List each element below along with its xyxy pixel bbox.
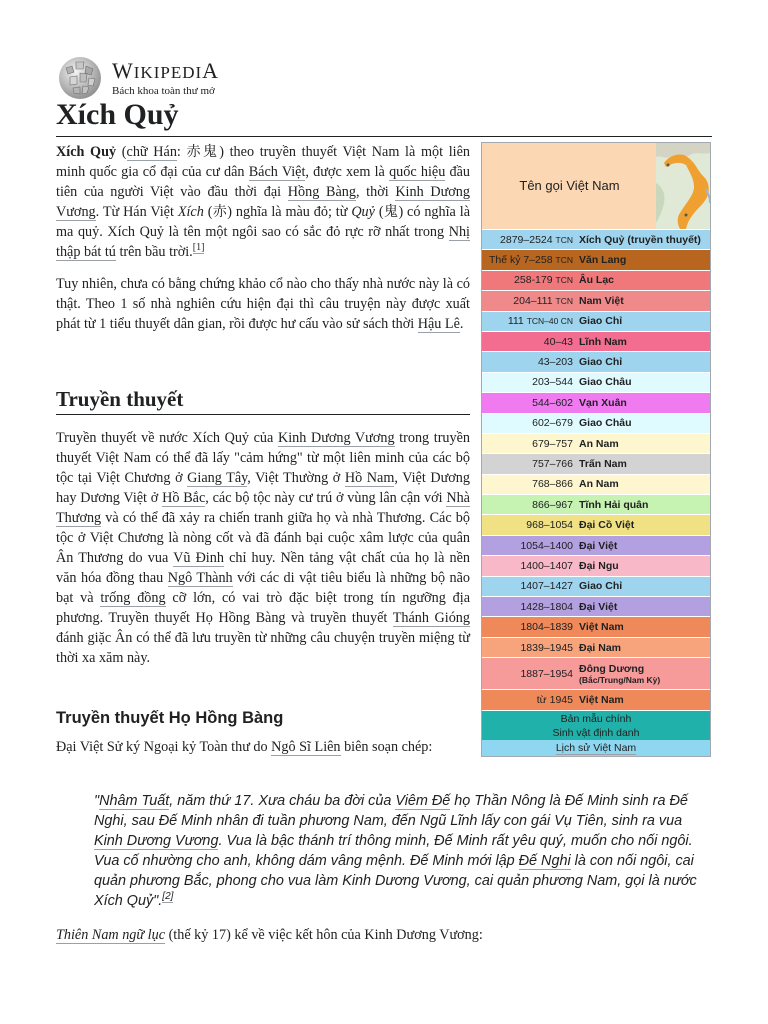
infobox-row <box>482 414 710 434</box>
infobox-name-link[interactable]: Đại Ngu <box>579 559 619 572</box>
text-run: và có thể đã xảy ra chiến tranh giữa họ và nhà Thương. Các bộ tộc ở Việt Chương là nòng cốt và đã đánh bại cuộc xâm lược của quân Ân Thương do vua <box>56 510 470 566</box>
infobox-name-link[interactable]: Việt Nam <box>579 693 624 706</box>
infobox-period-value: 1839–1945 <box>520 641 573 654</box>
inline-link[interactable]: Thiên Nam ngữ lục <box>56 927 166 943</box>
infobox-period-value: 1887–1954 <box>520 667 573 680</box>
infobox-name-link[interactable]: Trấn Nam <box>579 457 627 470</box>
infobox-name <box>577 621 624 633</box>
infobox-period-value: 43–203 <box>537 356 573 369</box>
infobox-footer <box>482 711 710 740</box>
infobox-period-suffix: TCN <box>555 255 573 266</box>
infobox-row <box>482 638 710 658</box>
infobox-row <box>482 577 710 597</box>
infobox-history-link[interactable]: Lịch sử Việt Nam <box>555 741 637 754</box>
infobox-name <box>577 663 660 685</box>
citation-link[interactable]: [1] <box>192 242 205 254</box>
infobox-row <box>482 556 710 576</box>
infobox-period-value: 544–602 <box>532 396 573 409</box>
page-title: Xích Quỷ <box>56 98 179 131</box>
infobox-row <box>482 617 710 637</box>
quotation-block <box>94 791 714 911</box>
infobox-name <box>577 458 627 470</box>
infobox-period <box>482 254 577 266</box>
infobox-name <box>577 397 627 409</box>
infobox-period-value: 1400–1407 <box>520 559 573 572</box>
infobox-name-link[interactable]: Giao Châu <box>579 417 632 430</box>
text-run: chỉ huy. Nền tảng vật chất của họ là nền văn hóa đồng thau <box>56 550 470 586</box>
infobox-period-value: 757–766 <box>532 457 573 470</box>
infobox-footer-line-2: Sinh vật định danh <box>552 726 640 739</box>
infobox-row <box>482 250 710 270</box>
text-run: trên bầu trời. <box>115 244 193 260</box>
infobox-period-suffix: TCN <box>555 295 573 306</box>
citation <box>162 891 173 903</box>
infobox-period <box>482 519 577 531</box>
text-run: : 赤鬼) theo truyền thuyết Việt Nam là một liên minh quốc gia cổ đại của cư dân <box>56 144 471 180</box>
infobox-period-suffix: TCN <box>555 275 573 286</box>
text-run: cỡ lớn, có vai trò đặc biệt trong tín ngưỡng địa phương. Truyền thuyết Họ Hồng Bàng và truyền thuyết <box>56 590 471 626</box>
infobox-name-link[interactable]: Văn Lang <box>579 254 627 267</box>
infobox-name <box>577 356 622 368</box>
text-run: ( <box>116 144 127 160</box>
text-run: . Từ Hán Việt <box>95 204 178 220</box>
inline-link[interactable]: Hồng Bàng <box>287 184 356 200</box>
infobox-period-value: 111 <box>507 315 524 328</box>
infobox-name <box>577 519 634 531</box>
infobox-row <box>482 475 710 495</box>
inline-link[interactable]: Kinh Dương Vương <box>56 184 470 220</box>
infobox-period <box>482 234 577 246</box>
infobox-row <box>482 393 710 413</box>
inline-link[interactable]: quốc hiệu <box>389 164 446 180</box>
infobox-vietnam-names <box>481 142 711 757</box>
infobox-period <box>482 694 577 706</box>
text-run: , năm thứ 17. Xưa cháu ba đời của <box>169 793 396 809</box>
inline-link[interactable]: Ngô Thành <box>167 570 233 586</box>
infobox-name <box>577 438 619 450</box>
vietnam-map-icon <box>656 143 710 229</box>
infobox-period-value: 679–757 <box>532 437 573 450</box>
infobox-period <box>482 499 577 511</box>
text-run: . Vua là bậc thánh trí thông minh, Đế Minh rất yêu quý, muốn cho nối ngôi. Vua cố nhường cho anh, không dám vâng mệnh. Đế Minh mới lập <box>94 833 693 869</box>
section-rule <box>56 414 470 415</box>
infobox-period <box>482 560 577 572</box>
text-run: (鬼) có nghĩa là ma quỷ. Xích Quỷ là tên một ngôi sao có sắc đỏ rực rỡ nhất trong <box>56 204 470 240</box>
text-run: , Việt Thường ở <box>247 470 345 486</box>
inline-link[interactable]: Kinh Dương Vương <box>277 430 395 446</box>
infobox-name-link[interactable]: Giao Châu <box>579 376 632 389</box>
infobox-row <box>482 690 710 710</box>
infobox-name-link[interactable]: Lĩnh Nam <box>579 335 627 348</box>
infobox-name <box>577 376 632 388</box>
text-run: , các bộ tộc này cư trú ở vùng lân cận với <box>205 490 447 506</box>
infobox-period <box>482 356 577 368</box>
text-run: Đại Việt Sử ký Ngoại kỷ Toàn thư do <box>56 739 272 755</box>
infobox-name <box>577 417 632 429</box>
infobox-row <box>482 352 710 372</box>
infobox-period-value: 258-179 <box>514 274 553 287</box>
infobox-row <box>482 332 710 352</box>
infobox-name-link[interactable]: An Nam <box>579 478 619 491</box>
infobox-period <box>482 438 577 450</box>
legend-paragraph <box>56 428 470 668</box>
infobox-period <box>482 621 577 633</box>
infobox-period-suffix: TCN <box>555 234 573 245</box>
section-heading-hong-bang: Truyền thuyết Họ Hồng Bàng <box>56 709 284 727</box>
infobox-footer-line-1: Bản mẫu chính <box>560 712 632 725</box>
infobox-period <box>482 478 577 490</box>
infobox-row <box>482 312 710 332</box>
text-run: Xích Quỷ <box>56 144 117 160</box>
infobox-row <box>482 271 710 291</box>
infobox-period-suffix: TCN–40 CN <box>526 316 573 327</box>
infobox-name-link[interactable]: Tĩnh Hải quân <box>579 498 649 511</box>
text-run: trong truyền thuyết Việt Nam có thể đã lấy "cảm hứng" từ một liên minh của các bộ tộc tại Việt Chương ở <box>56 430 470 486</box>
infobox-period-value: 968–1054 <box>526 519 573 532</box>
text-run: đầu tiên của người Việt vào đầu thời đại <box>56 164 470 200</box>
wikipedia-globe-icon <box>56 54 104 102</box>
thien-nam-paragraph <box>56 925 696 945</box>
infobox-name <box>577 560 619 572</box>
inline-link[interactable]: Bách Việt <box>248 164 306 180</box>
infobox-name <box>577 580 622 592</box>
infobox-name-link[interactable]: Xích Quỷ (truyền thuyết) <box>579 233 701 246</box>
text-run: Truyền thuyết về nước Xích Quỷ của <box>56 430 278 446</box>
infobox-row <box>482 536 710 556</box>
infobox-period-value: 1054–1400 <box>520 539 573 552</box>
inline-link[interactable]: Thánh Gióng <box>392 610 470 626</box>
infobox-period <box>482 315 577 327</box>
infobox-period-value: 40–43 <box>543 335 573 348</box>
infobox-period <box>482 376 577 388</box>
text-run: họ Thần Nông là Đế Minh sinh ra Đế Nghi, sau Đế Minh nhân đi tuần phương Nam, đến Ngũ Lĩnh lấy con gái Vụ Tiên, sinh ra vua <box>94 793 688 829</box>
infobox-row <box>482 658 710 690</box>
infobox-period <box>482 417 577 429</box>
infobox-name-link[interactable]: Giao Chỉ <box>579 356 623 369</box>
infobox-period-value: 1407–1427 <box>520 580 573 593</box>
inline-link[interactable]: Giang Tây <box>187 470 248 486</box>
inline-link[interactable]: Viêm Đế <box>395 793 451 809</box>
inline-link[interactable]: Hồ Nam <box>344 470 395 486</box>
infobox-period-value: 602–679 <box>532 417 573 430</box>
text-run: Tuy nhiên, chưa có bằng chứng khảo cổ nào cho thấy nhà nước này là có thật. Theo 1 số nhà nghiên cứu hiện đại thì câu truyện này được xuất phát từ 1 tiểu thuyết dân gian, rồi được hư cấu vào sử sách thời <box>56 276 470 332</box>
infobox-period <box>482 274 577 286</box>
infobox-name-link[interactable]: Vạn Xuân <box>579 396 627 409</box>
infobox-period-value: 203–544 <box>532 376 573 389</box>
inline-link[interactable]: Nhà Thương <box>56 490 470 526</box>
infobox-name-sub: (Bắc/Trung/Nam Kỳ) <box>579 674 661 685</box>
infobox-name <box>577 274 614 286</box>
infobox-period-value: 1804–1839 <box>520 621 573 634</box>
infobox-period <box>482 642 577 654</box>
infobox-row <box>482 373 710 393</box>
infobox-header <box>482 143 710 230</box>
hong-bang-paragraph <box>56 737 470 757</box>
infobox-name-link[interactable]: Đại Việt <box>579 539 618 552</box>
text-run: (赤) nghĩa là màu đỏ; từ <box>203 204 352 220</box>
infobox-name <box>577 694 624 706</box>
text-run: Quỷ <box>351 204 375 220</box>
inline-link[interactable]: Nhâm Tuất <box>99 793 170 809</box>
inline-link[interactable]: trống đồng <box>100 590 166 606</box>
infobox-name-link[interactable]: Giao Chỉ <box>579 315 623 328</box>
infobox-period-value: 1428–1804 <box>520 600 573 613</box>
inline-link[interactable]: Hậu Lê <box>417 316 460 332</box>
infobox-row <box>482 597 710 617</box>
infobox-row <box>482 515 710 535</box>
title-rule <box>56 136 712 137</box>
infobox-name <box>577 601 617 613</box>
infobox-name <box>577 254 626 266</box>
infobox-name <box>577 478 619 490</box>
infobox-name-link[interactable]: An Nam <box>579 437 619 450</box>
infobox-period <box>482 540 577 552</box>
inline-link[interactable]: Hồ Bắc <box>162 490 206 506</box>
infobox-name <box>577 315 622 327</box>
infobox-period <box>482 580 577 592</box>
infobox-row <box>482 454 710 474</box>
infobox-name-link[interactable]: Đại Nam <box>579 641 622 654</box>
text-run: . <box>459 316 464 332</box>
infobox-row <box>482 291 710 311</box>
text-run: đánh giặc Ân có thể đã lưu truyền từ những câu chuyện truyền miệng từ thời xa xăm này. <box>56 630 470 666</box>
infobox-period-value: từ 1945 <box>536 693 573 706</box>
infobox-name-link[interactable]: Việt Nam <box>579 621 624 634</box>
inline-link[interactable]: Ngô Sĩ Liên <box>271 739 341 755</box>
text-run: , được xem là <box>305 164 390 180</box>
infobox-period <box>482 397 577 409</box>
infobox-rows <box>482 230 710 711</box>
infobox-name <box>577 540 617 552</box>
text-run: (thế kỷ 17) kể về việc kết hôn của Kinh Dương Vương: <box>165 927 483 943</box>
infobox-period-value: 2879–2524 <box>500 233 553 246</box>
citation-link[interactable]: [2] <box>162 891 174 903</box>
infobox-name <box>577 234 701 246</box>
text-run: với các di vật tiêu biểu là những bộ não bạt và <box>56 570 471 606</box>
inline-link[interactable]: chữ Hán <box>126 144 177 160</box>
infobox-name <box>577 499 648 511</box>
infobox-period <box>482 295 577 307</box>
infobox-footer-link-row <box>482 740 710 756</box>
wikipedia-tagline: Bách khoa toàn thư mở <box>112 84 215 97</box>
wikipedia-logo[interactable] <box>56 54 219 102</box>
inline-link[interactable]: Nhị thập bát tú <box>56 224 470 260</box>
intro-paragraph-2 <box>56 274 470 334</box>
text-run: biên soạn chép: <box>340 739 433 755</box>
inline-link[interactable]: Vũ Đinh <box>173 550 224 566</box>
text-run: , thời <box>355 184 396 200</box>
inline-link[interactable]: Đế Nghi <box>518 853 571 869</box>
section-heading-legend: Truyền thuyết <box>56 387 184 411</box>
infobox-name <box>577 336 627 348</box>
text-run: , Việt Dương hay Dương Việt ở <box>56 470 470 506</box>
infobox-period <box>482 601 577 613</box>
infobox-name-link[interactable]: Nam Việt <box>579 294 624 307</box>
infobox-name-link[interactable]: Đại Việt <box>579 600 618 613</box>
wikipedia-wordmark: WIKIPEDIA <box>112 57 220 83</box>
infobox-name-link[interactable]: Đông Dương <box>579 662 645 675</box>
infobox-period <box>482 458 577 470</box>
infobox-name-link[interactable]: Âu Lạc <box>579 274 615 287</box>
infobox-name <box>577 295 624 307</box>
infobox-row <box>482 230 710 250</box>
inline-link[interactable]: Kinh Dương Vương <box>94 833 219 849</box>
infobox-header-label: Tên gọi Việt Nam <box>519 178 620 193</box>
infobox-period-value: Thế kỷ 7–258 <box>488 254 553 267</box>
text-run: là con nối ngôi, cai quản phương Bắc, phong cho vua làm Kinh Dương Vương, cai quản phương Nam, gọi là nước Xích Quỷ". <box>94 853 697 909</box>
infobox-period <box>482 336 577 348</box>
infobox-name <box>577 642 621 654</box>
citation <box>193 242 205 254</box>
infobox-row <box>482 434 710 454</box>
intro-paragraph-1 <box>56 142 470 262</box>
infobox-period-value: 204–111 <box>513 294 553 307</box>
infobox-period <box>482 668 577 680</box>
infobox-period-value: 768–866 <box>532 478 573 491</box>
text-run: " <box>94 793 100 809</box>
infobox-name-link[interactable]: Giao Chỉ <box>579 580 623 593</box>
text-run: Xích <box>177 204 204 220</box>
infobox-row <box>482 495 710 515</box>
infobox-name-link[interactable]: Đại Cồ Việt <box>579 519 635 532</box>
infobox-period-value: 866–967 <box>532 498 573 511</box>
